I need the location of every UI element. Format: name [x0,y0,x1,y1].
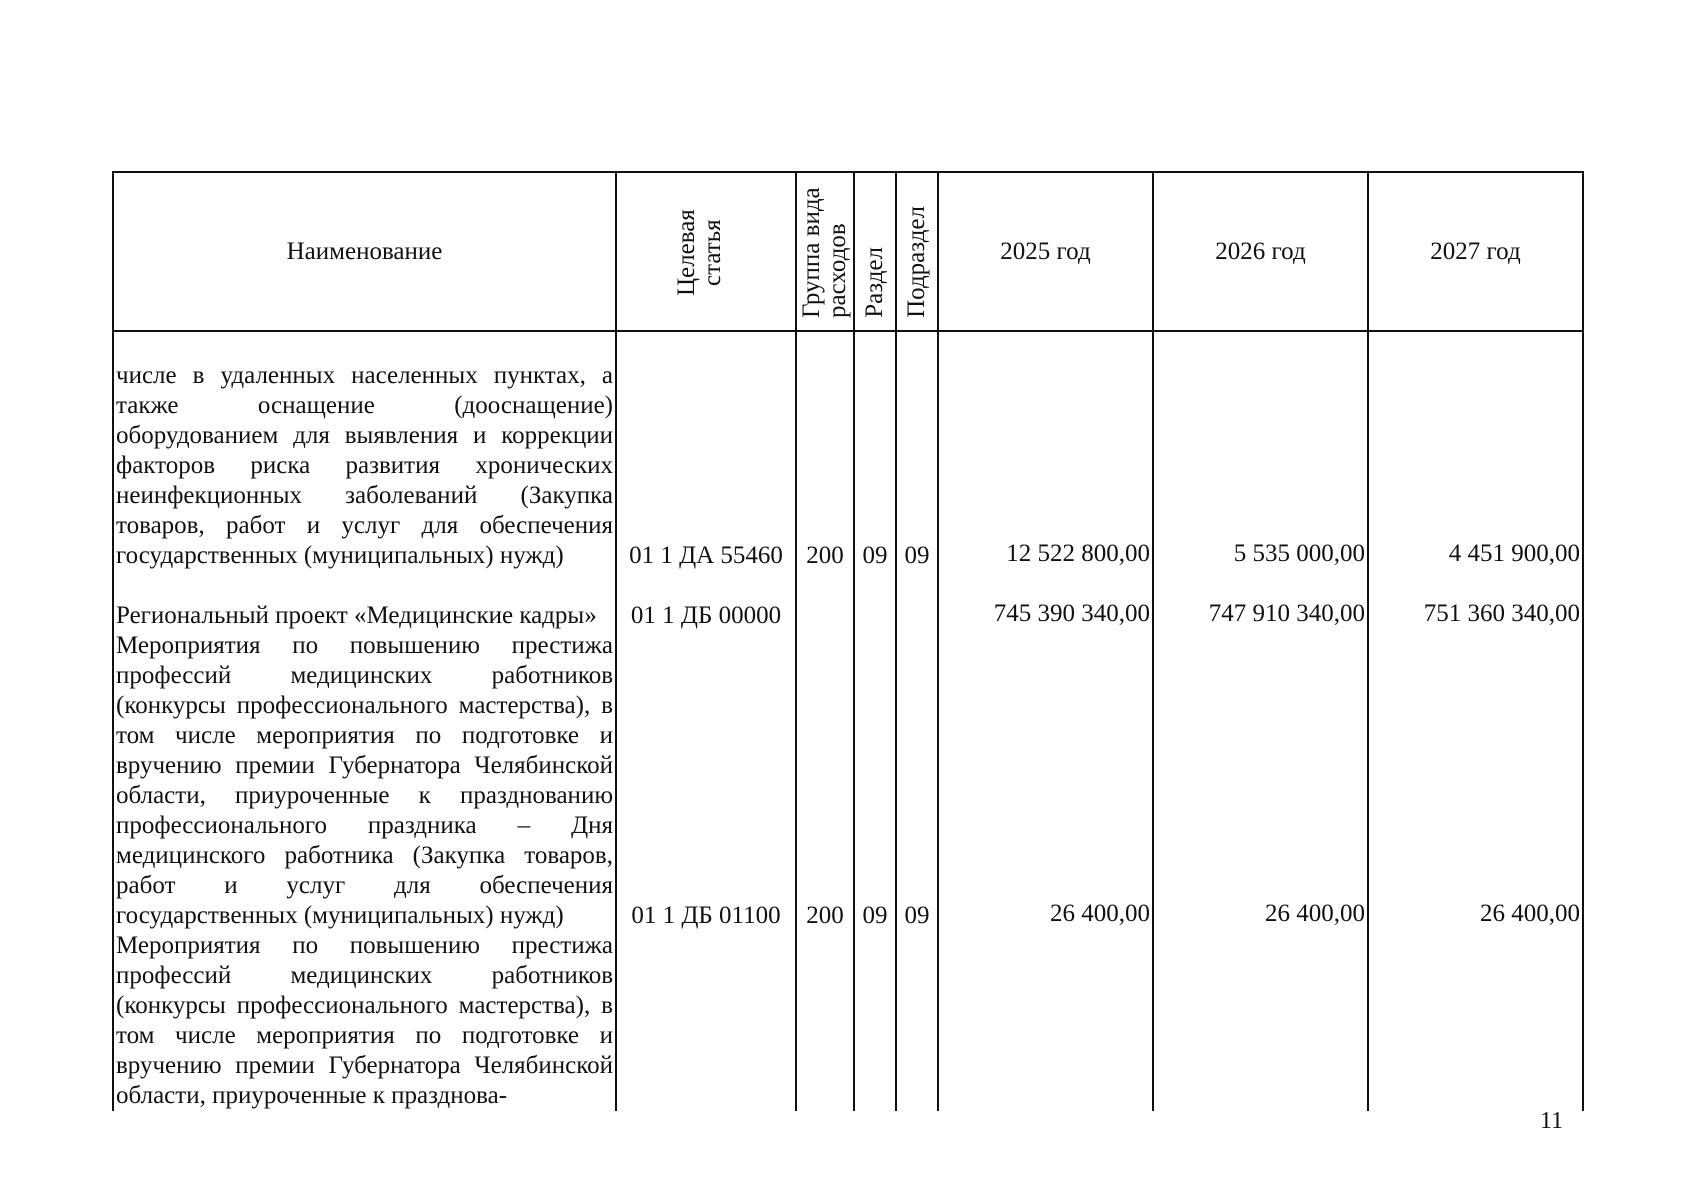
table-row [113,331,1583,571]
header-section-label: Раздел [861,247,888,318]
row-amount-2027: 751 360 340,00 [1368,571,1583,631]
header-subsection-label: Подраздел [903,206,930,318]
header-expense-group-label: Группа вида расходов [798,187,851,318]
row-subsection: 09 [896,331,938,571]
row-target-article: 01 1 ДБ 01100 [616,631,796,931]
row-amount-2027: 4 451 900,00 [1368,331,1583,571]
header-year-2026: 2026 год [1153,172,1368,331]
budget-table [112,171,1584,1111]
header-target-article-label: Целевая статья [673,209,726,297]
row-name: Региональный проект «Медицинские кадры» [113,571,616,631]
row-amount-2025: 26 400,00 [938,631,1153,931]
header-target-article [616,172,796,331]
row-section: 09 [854,331,896,571]
page-number: 11 [1540,1108,1564,1134]
table-header-row [113,172,1583,331]
table-row [113,931,1583,1111]
row-amount-2026: 747 910 340,00 [1153,571,1368,631]
table-row [113,631,1583,931]
header-expense-group [796,172,854,331]
header-section [854,172,896,331]
row-section [854,931,896,1111]
row-subsection [896,931,938,1111]
table-row [113,571,1583,631]
header-year-2027: 2027 год [1368,172,1583,331]
header-name: Наименование [113,172,616,331]
row-target-article [616,931,796,1111]
row-name: Мероприятия по повышению престижа профессий медицинских работников (конкурсы профессионального мастерства), в том числе мероприятия по подготовке и вручению премии Губернатора Челябинской области, приуроченные к празднованию профессионального праздника – Дня медицинского работника (Закупка товаров, работ и услуг для обеспечения государственных (муниципальных) нужд) [113,631,616,931]
row-expense-group: 200 [796,631,854,931]
row-amount-2027: 26 400,00 [1368,631,1583,931]
row-amount-2025: 745 390 340,00 [938,571,1153,631]
row-section: 09 [854,631,896,931]
row-expense-group: 200 [796,331,854,571]
header-year-2025: 2025 год [938,172,1153,331]
row-name: Мероприятия по повышению престижа профессий медицинских работников (конкурсы профессионального мастерства), в том числе мероприятия по подготовке и вручению премии Губернатора Челябинской области, приуроченные к празднова- [113,931,616,1111]
row-amount-2026: 26 400,00 [1153,631,1368,931]
row-expense-group [796,571,854,631]
row-amount-2026: 5 535 000,00 [1153,331,1368,571]
row-amount-2027 [1368,931,1583,1111]
header-subsection [896,172,938,331]
row-expense-group [796,931,854,1111]
row-target-article: 01 1 ДА 55460 [616,331,796,571]
row-subsection [896,571,938,631]
row-name: числе в удаленных населенных пунктах, а также оснащение (дооснащение) оборудованием для выявления и коррекции факторов риска развития хронических неинфекционных заболеваний (Закупка товаров, работ и услуг для обеспечения государственных (муниципальных) нужд) [113,331,616,571]
row-section [854,571,896,631]
row-amount-2025 [938,931,1153,1111]
row-amount-2025: 12 522 800,00 [938,331,1153,571]
row-subsection: 09 [896,631,938,931]
row-target-article: 01 1 ДБ 00000 [616,571,796,631]
row-amount-2026 [1153,931,1368,1111]
